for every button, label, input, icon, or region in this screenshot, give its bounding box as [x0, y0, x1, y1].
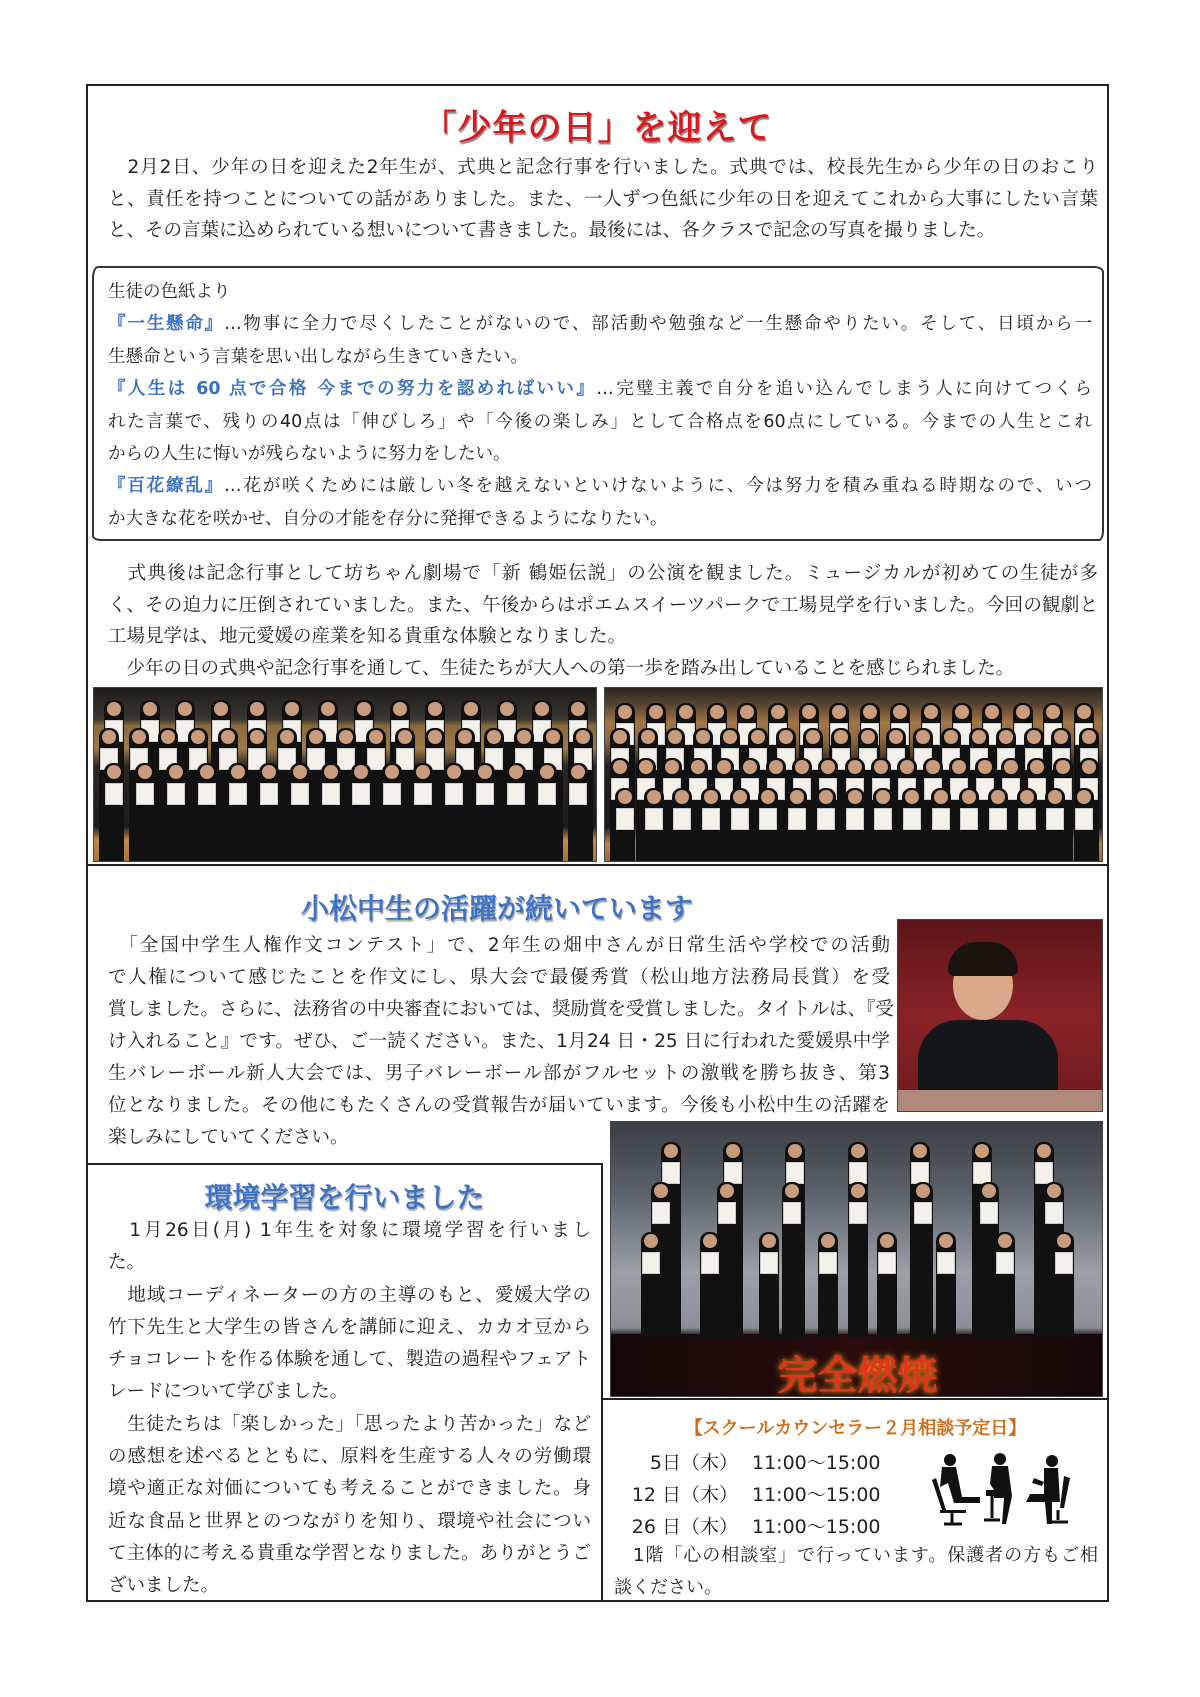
shikishi-board [645, 808, 663, 830]
text-line: 談ください。 [614, 1577, 722, 1598]
student-figure [873, 788, 893, 862]
student-figure [995, 1232, 1015, 1337]
shikishi-board [973, 1162, 991, 1184]
student-figure [782, 1182, 802, 1337]
section-title-activities: 小松中生の活躍が続いています [300, 892, 693, 925]
text-line: 楽しみにしていてください。 [108, 1127, 349, 1148]
text-line: チョコレートを作る体験を通して、製造の過程やフェアト [108, 1349, 591, 1371]
text-line: 2月2日、少年の日を迎えた2年生が、式典と記念行事を行いました。式典では、校長先生から少年の日のおこり [108, 157, 1098, 178]
shikishi-board [1045, 1202, 1063, 1224]
shikishi-board [874, 808, 892, 830]
shikishi-phrase: 『一生懸命』 [108, 314, 225, 335]
counselor-schedule [630, 1448, 881, 1544]
text-line: 竹下先生と大学生の皆さんを講師に迎え、カカオ豆から [108, 1316, 591, 1338]
schedule-time: 11:00〜15:00 [752, 1452, 881, 1474]
text-line: く、その迫力に圧倒されていました。また、午後からはポエムスイーツパークで工場見学を行いました。今回の観劇と [108, 594, 1098, 616]
text-line: 生徒たちは「楽しかった」「思ったより苦かった」など [108, 1413, 591, 1435]
student-figure [913, 1182, 933, 1337]
student-figure [321, 763, 341, 862]
text-line: 少年の日の式典や記念行事を通して、生徒たちが大人への第一歩を踏み出していることを感じられました。 [108, 657, 1015, 679]
text-line: 賞しました。さらに、法務省の中央審査においては、奨励賞を受賞しました。タイトルは、『受 [108, 999, 894, 1020]
shikishi-board [788, 808, 806, 830]
shikishi-board [846, 808, 864, 830]
student-figure [988, 788, 1008, 862]
shikishi-board [960, 808, 978, 830]
shikishi-phrase: 『人生は 60 点で合格 今までの努力を認めればいい』 [108, 379, 597, 400]
student-figure [444, 763, 464, 862]
shikishi-comment: か大きな花を咲かせ、自分の才能を存分に発揮できるようになりたい。 [108, 508, 668, 529]
student-figure [1054, 1232, 1074, 1337]
shikishi-heading: 生徒の色紙より [108, 282, 231, 302]
student-figure [166, 763, 186, 862]
text-line: 1月26日(月) 1年生を対象に環境学習を行いまし [108, 1220, 591, 1241]
counseling-silhouette-icon [930, 1452, 1075, 1527]
student-figure [959, 788, 979, 862]
student-figure [615, 788, 635, 862]
student-figure [787, 788, 807, 862]
shikishi-phrase: 『百花繚乱』 [108, 476, 225, 497]
counselor-title: 【スクールカウンセラー２月相談予定日】 [684, 1418, 1027, 1439]
shikishi-board [1018, 808, 1036, 830]
text-line: て主体的に考える貴重な学習となりました。ありがとうご [108, 1542, 591, 1564]
schedule-time: 11:00〜15:00 [752, 1484, 881, 1506]
shikishi-board [759, 808, 777, 830]
shikishi-board [783, 1202, 801, 1224]
student-figure [758, 788, 778, 862]
text-line: 近な食品と世界とのつながりを知り、環境や社会につい [108, 1510, 591, 1532]
shikishi-board [701, 1252, 719, 1274]
student-figure [818, 1232, 838, 1337]
student-figure [701, 788, 721, 862]
student-figure [290, 763, 310, 862]
student-figure [644, 788, 664, 862]
shikishi-board [167, 783, 185, 805]
shikishi-board [662, 1162, 680, 1184]
volleyball-team-photo [610, 1121, 1103, 1397]
shikishi-board [642, 1252, 660, 1274]
shikishi-board [476, 783, 494, 805]
shikishi-board [229, 783, 247, 805]
text-line: と、その言葉に込められている想いについて書きました。最後には、各クラスで記念の写真を撮りました。 [108, 220, 996, 241]
text-line: で人権について感じたことを作文にし、県大会で最優秀賞（松山地方法務局長賞）を受 [108, 967, 890, 988]
student-figure [506, 763, 526, 862]
shikishi-comment: …物事に全力で尽くしたことがないので、部活動や勉強など一生懸命やりたい。そして、日頃から一 [224, 314, 1093, 335]
student-figure [672, 788, 692, 862]
shikishi-board [616, 808, 634, 830]
student-figure [877, 1232, 897, 1337]
schedule-day: 12 日（木） [631, 1484, 738, 1506]
shikishi-board [136, 783, 154, 805]
shikishi-comment: からの人生に悔いが残らないように努力をしたい。 [108, 443, 511, 464]
schedule-row [630, 1448, 881, 1480]
section-divider [86, 864, 1109, 866]
shikishi-board [1055, 1252, 1073, 1274]
schedule-time: 11:00〜15:00 [752, 1516, 881, 1538]
shikishi-board [260, 783, 278, 805]
counselor-note [614, 1540, 1098, 1604]
shikishi-board [1075, 808, 1093, 830]
shikishi-board [105, 783, 123, 805]
shikishi-board [878, 1252, 896, 1274]
shikishi-entry-line [108, 373, 1092, 405]
student-figure [1074, 788, 1094, 862]
shikishi-board [849, 1162, 867, 1184]
schedule-row [630, 1480, 881, 1512]
shikishi-board [291, 783, 309, 805]
shikishi-board [914, 1202, 932, 1224]
text-line: 地域コーディネーターの方の主導のもと、愛媛大学の [108, 1284, 591, 1306]
student-figure [259, 763, 279, 862]
shikishi-box-content [108, 276, 1093, 529]
shikishi-board [322, 783, 340, 805]
student-figure [902, 788, 922, 862]
class-photo-left [93, 687, 597, 862]
environment-paragraph [108, 1215, 591, 1603]
shikishi-entry-line [108, 503, 1092, 535]
shikishi-board [652, 1202, 670, 1224]
shikishi-board [702, 808, 720, 830]
shikishi-board [819, 1252, 837, 1274]
shikishi-entry-line [108, 406, 1092, 438]
shikishi-board [1035, 1162, 1053, 1184]
shikishi-board [538, 783, 556, 805]
section-title-shonen-no-hi: 「少年の日」を迎えて [422, 108, 773, 148]
student-figure [936, 1232, 956, 1337]
shikishi-board [903, 808, 921, 830]
shikishi-board [932, 808, 950, 830]
student-figure [759, 1232, 779, 1337]
class-photo-right [604, 687, 1103, 862]
student-figure [1017, 788, 1037, 862]
shikishi-board [198, 783, 216, 805]
text-line: け入れること』です。ぜひ、ご一読ください。また、1月24 日・25 日に行われた愛媛県中学 [108, 1031, 890, 1052]
shikishi-board [569, 783, 587, 805]
banner-text: 完全燃焼 [777, 1353, 938, 1397]
text-line: ざいました。 [108, 1575, 220, 1597]
shikishi-board [352, 783, 370, 805]
student-figure [816, 788, 836, 862]
student-figure [641, 1232, 661, 1337]
student-figure [351, 763, 371, 862]
text-line: の感想を述べるとともに、原料を生産する人々の労働環 [108, 1446, 591, 1468]
shikishi-board [718, 1202, 736, 1224]
schedule-day: 26 日（木） [631, 1516, 738, 1538]
shikishi-board [817, 808, 835, 830]
section-title-environment: 環境学習を行いました [204, 1181, 485, 1214]
shikishi-comment: 生懸命という言葉を思い出しながら生きていきたい。 [108, 346, 528, 367]
shikishi-board [445, 783, 463, 805]
intro-paragraph [108, 152, 1098, 247]
student-figure [537, 763, 557, 862]
shikishi-board [507, 783, 525, 805]
shikishi-board [786, 1162, 804, 1184]
shikishi-board [937, 1252, 955, 1274]
shikishi-board [996, 1252, 1014, 1274]
student-figure [135, 763, 155, 862]
student-figure [568, 763, 588, 862]
student-figure [845, 788, 865, 862]
shikishi-comment: …完璧主義で自分を追い込んでしまう人に向けてつくら [596, 379, 1092, 400]
shikishi-board [731, 808, 749, 830]
shikishi-board [911, 1162, 929, 1184]
shikishi-entry-line [108, 341, 1092, 373]
shikishi-comment: …花が咲くためには厳しい冬を越えないといけないように、今は努力を積み重ねる時期なので、いつ [224, 476, 1093, 497]
student-figure [730, 788, 750, 862]
schedule-day: 5日（木） [649, 1452, 738, 1474]
text-line: 位となりました。その他にもたくさんの受賞報告が届いています。今後も小松中生の活躍を [108, 1095, 890, 1116]
shikishi-board [673, 808, 691, 830]
text-line: レードについて学びました。 [108, 1381, 349, 1403]
student-figure [197, 763, 217, 862]
after-ceremony-paragraph [108, 558, 1098, 684]
shikishi-board [980, 1202, 998, 1224]
shikishi-board [989, 808, 1007, 830]
student-figure [382, 763, 402, 862]
student-figure [104, 763, 124, 862]
student-figure [700, 1232, 720, 1337]
text-line: と、責任を持つことについての話がありました。また、一人ずつ色紙に少年の日を迎えてこれから大事にしたい言葉 [108, 188, 1098, 210]
shikishi-board [849, 1202, 867, 1224]
shikishi-board [760, 1252, 778, 1274]
shikishi-board [383, 783, 401, 805]
student-figure [848, 1182, 868, 1337]
shikishi-board [724, 1162, 742, 1184]
text-line: 「全国中学生人権作文コンテスト」で、2年生の畑中さんが日常生活や学校での活動 [108, 935, 890, 956]
text-line: 1階「心の相談室」で行っています。保護者の方もご相 [614, 1545, 1098, 1566]
shikishi-comment: れた言葉で、残りの40点は「伸びしろ」や「今後の楽しみ」として合格点を60点にしている。今までの人生とこれ [108, 411, 1092, 432]
student-figure [931, 788, 951, 862]
text-line: 工場見学は、地元愛媛の産業を知る貴重な体験となりました。 [108, 626, 627, 647]
shikishi-board [1046, 808, 1064, 830]
speech-photo [897, 919, 1103, 1112]
student-figure [413, 763, 433, 862]
shikishi-entry-line [108, 308, 1092, 340]
text-line: 式典後は記念行事として坊ちゃん劇場で「新 鶴姫伝説」の公演を観ました。ミュージカルが初めての生徒が多 [108, 563, 1098, 584]
student-figure [1045, 788, 1065, 862]
shikishi-entry-line [108, 438, 1092, 470]
text-line: 境や適正な対価についても考えることができました。身 [108, 1478, 591, 1500]
shikishi-board [414, 783, 432, 805]
student-figure [228, 763, 248, 862]
text-line: 生バレーボール新人大会では、男子バレーボール部がフルセットの激戦を勝ち抜き、第3 [108, 1063, 890, 1084]
shikishi-entry-line [108, 470, 1092, 502]
text-line: た。 [108, 1252, 146, 1274]
student-figure [475, 763, 495, 862]
